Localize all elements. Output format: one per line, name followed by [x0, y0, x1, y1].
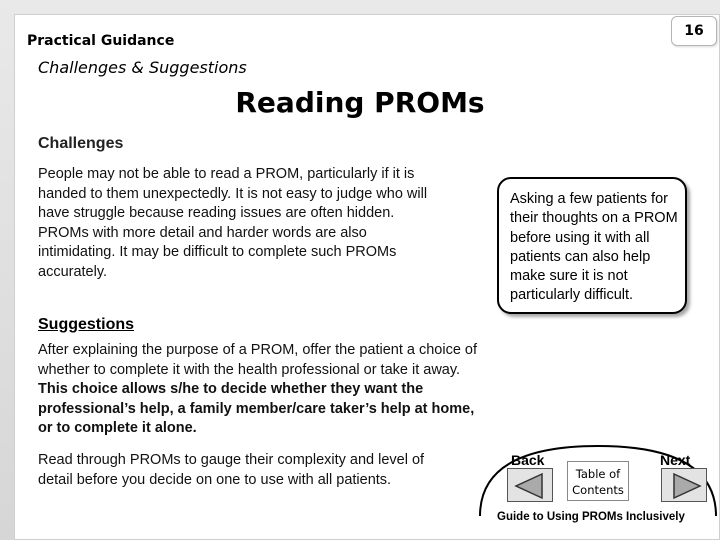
challenges-paragraph-1: People may not be able to read a PROM, particularly if it is handed to them unexpectedly. It is not easy to judge who will have struggle because reading issues are often hidden.: [38, 166, 428, 221]
table-of-contents-button[interactable]: Table of Contents: [567, 461, 629, 501]
suggestions-text-plain: After explaining the purpose of a PROM, offer the patient a choice of whether to complete it with the health professional or take it away.: [38, 342, 478, 378]
subtitle: Challenges & Suggestions: [38, 58, 247, 77]
guide-footer-label: Guide to Using PROMs Inclusively: [497, 511, 685, 523]
challenges-text: [38, 165, 448, 282]
triangle-left-icon: [508, 469, 554, 503]
page-title: Reading PROMs: [235, 86, 485, 119]
next-button[interactable]: [661, 468, 707, 502]
back-button[interactable]: [507, 468, 553, 502]
triangle-right-icon: [662, 469, 708, 503]
next-label: Next: [660, 452, 691, 468]
tip-callout: [497, 177, 687, 314]
section-label: Practical Guidance: [27, 33, 175, 49]
suggestions-text-bold: This choice allows s/he to decide whether they want the professional’s help, a family member/care taker’s help at home, or to complete it alone.: [38, 381, 475, 436]
suggestions-paragraph-2: Read through PROMs to gauge their complexity and level of detail before you decide on one to use with all patients.: [38, 452, 425, 488]
challenges-paragraph-2: PROMs with more detail and harder words are also intimidating. It may be difficult to complete such PROMs accurately.: [38, 224, 397, 280]
challenges-heading: Challenges: [38, 135, 124, 152]
back-label: Back: [511, 452, 545, 468]
page-number: 16: [671, 16, 717, 46]
callout-text: Asking a few patients for their thoughts on a PROM before using it with all patients can also help make sure it is not particularly difficult.: [510, 191, 678, 304]
suggestions-heading: Suggestions: [38, 316, 135, 333]
suggestions-text: [38, 341, 486, 439]
